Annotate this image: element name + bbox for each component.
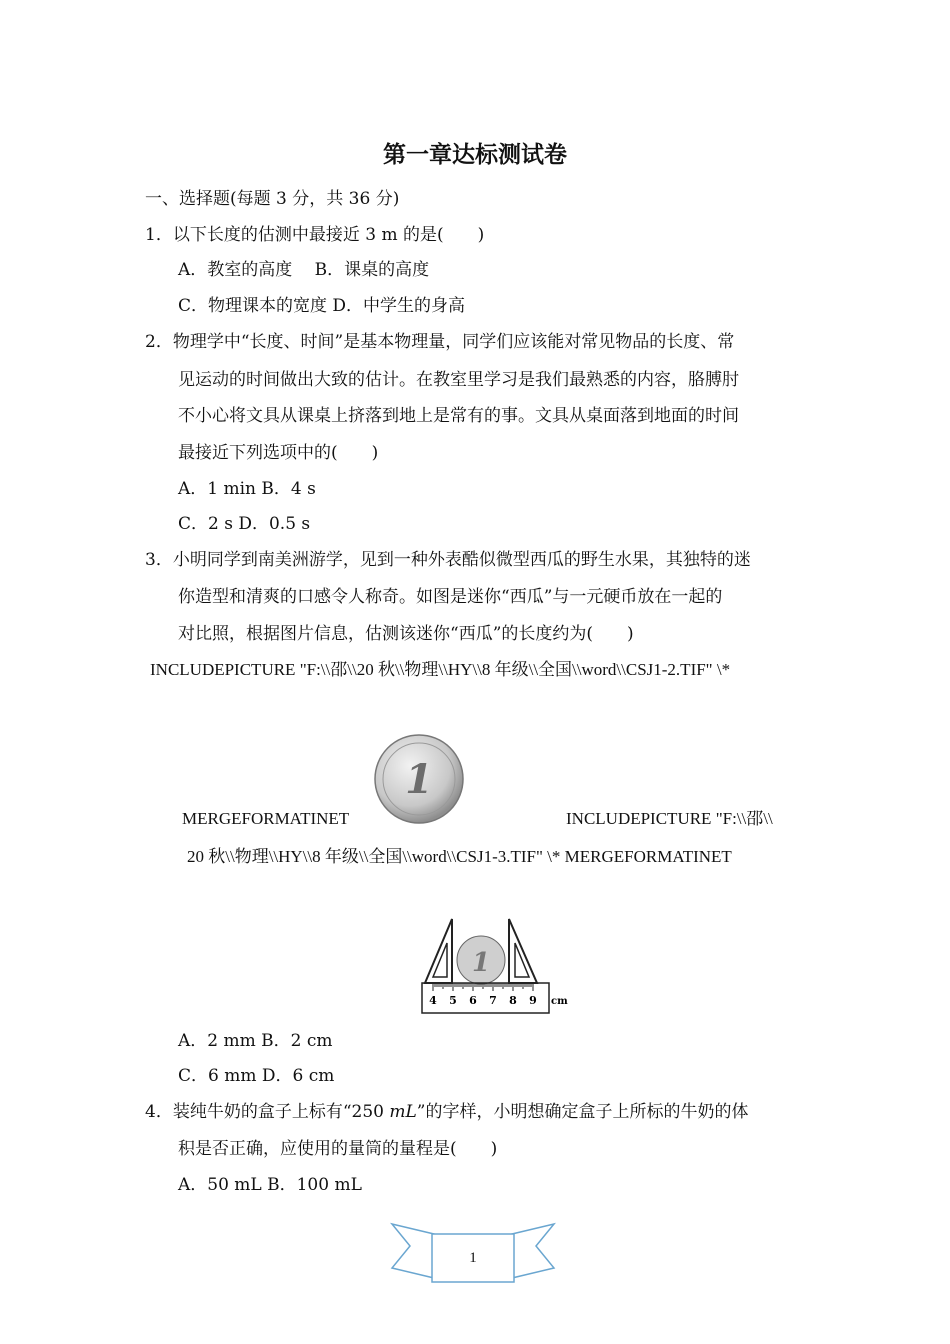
q2-options-cd: C．2 s D．0.5 s [178,514,311,534]
ruler-label-7: 7 [489,994,497,1007]
q3-stem-line-3: 对比照，根据图片信息，估测该迷你“西瓜”的长度约为( ) [178,624,634,644]
q2-stem-line-1: 2．物理学中“长度、时间”是基本物理量，同学们应该能对常见物品的长度、常 [145,332,735,352]
q3-options-cd: C．6 mm D．6 cm [178,1066,335,1086]
q2-options-ab: A．1 min B．4 s [178,479,316,499]
ruler-diagram [419,915,568,1017]
q3-stem-line-1: 3．小明同学到南美洲游学，见到一种外表酷似微型西瓜的野生水果，其独特的迷 [145,550,751,570]
q4-unit-italic: mL [389,1102,417,1122]
field-code-2b: 20 秋\\物理\\HY\\8 年级\\全国\\word\\CSJ1-3.TIF" \* MERGEFORMATINET [187,847,732,866]
coin-on-ruler-numeral: 1 [471,948,491,978]
section-heading: 一、选择题(每题 3 分，共 36 分) [145,189,400,209]
coin-numeral: 1 [405,756,433,803]
q4-stem-line-1 [145,1100,748,1124]
merge-format-1: MERGEFORMATINET [182,809,350,828]
q3-options-ab: A．2 mm B．2 cm [178,1031,333,1051]
page-title: 第一章达标测试卷 [383,141,567,168]
field-code-2a: INCLUDEPICTURE "F:\\邵\\ [566,809,773,828]
q1-stem: 1．以下长度的估测中最接近 3 m 的是( ) [145,225,485,245]
ruler-label-9: 9 [529,994,537,1007]
coin-image [373,733,465,825]
q4-options-ab: A．50 mL B．100 mL [178,1175,362,1195]
ruler-label-5: 5 [449,994,457,1007]
q3-stem-line-2: 你造型和清爽的口感令人称奇。如图是迷你“西瓜”与一元硬币放在一起的 [178,587,723,607]
q4-stem-part-b: ”的字样，小明想确定盒子上所标的牛奶的体 [416,1102,749,1122]
q4-stem-part-a: 4．装纯牛奶的盒子上标有“250 [145,1102,390,1122]
q2-stem-line-4: 最接近下列选项中的( ) [178,443,379,463]
field-code-1: INCLUDEPICTURE "F:\\邵\\20 秋\\物理\\HY\\8 年级\\全国\\word\\CSJ1-2.TIF" \* [150,660,731,679]
q4-stem-line-2: 积是否正确，应使用的量筒的量程是( ) [178,1139,498,1159]
q1-options-cd: C．物理课本的宽度 D．中学生的身高 [178,296,466,316]
ruler-label-6: 6 [469,994,477,1007]
ruler-unit: cm [551,996,568,1007]
page-number: 1 [469,1250,477,1266]
q1-options-ab: A．教室的高度 B．课桌的高度 [178,260,430,280]
q2-stem-line-3: 不小心将文具从课桌上挤落到地上是常有的事。文具从桌面落到地面的时间 [178,406,739,426]
ruler-label-4: 4 [429,994,437,1007]
q2-stem-line-2: 见运动的时间做出大致的估计。在教室里学习是我们最熟悉的内容，胳膊肘 [178,370,739,390]
ruler-label-8: 8 [509,994,517,1007]
